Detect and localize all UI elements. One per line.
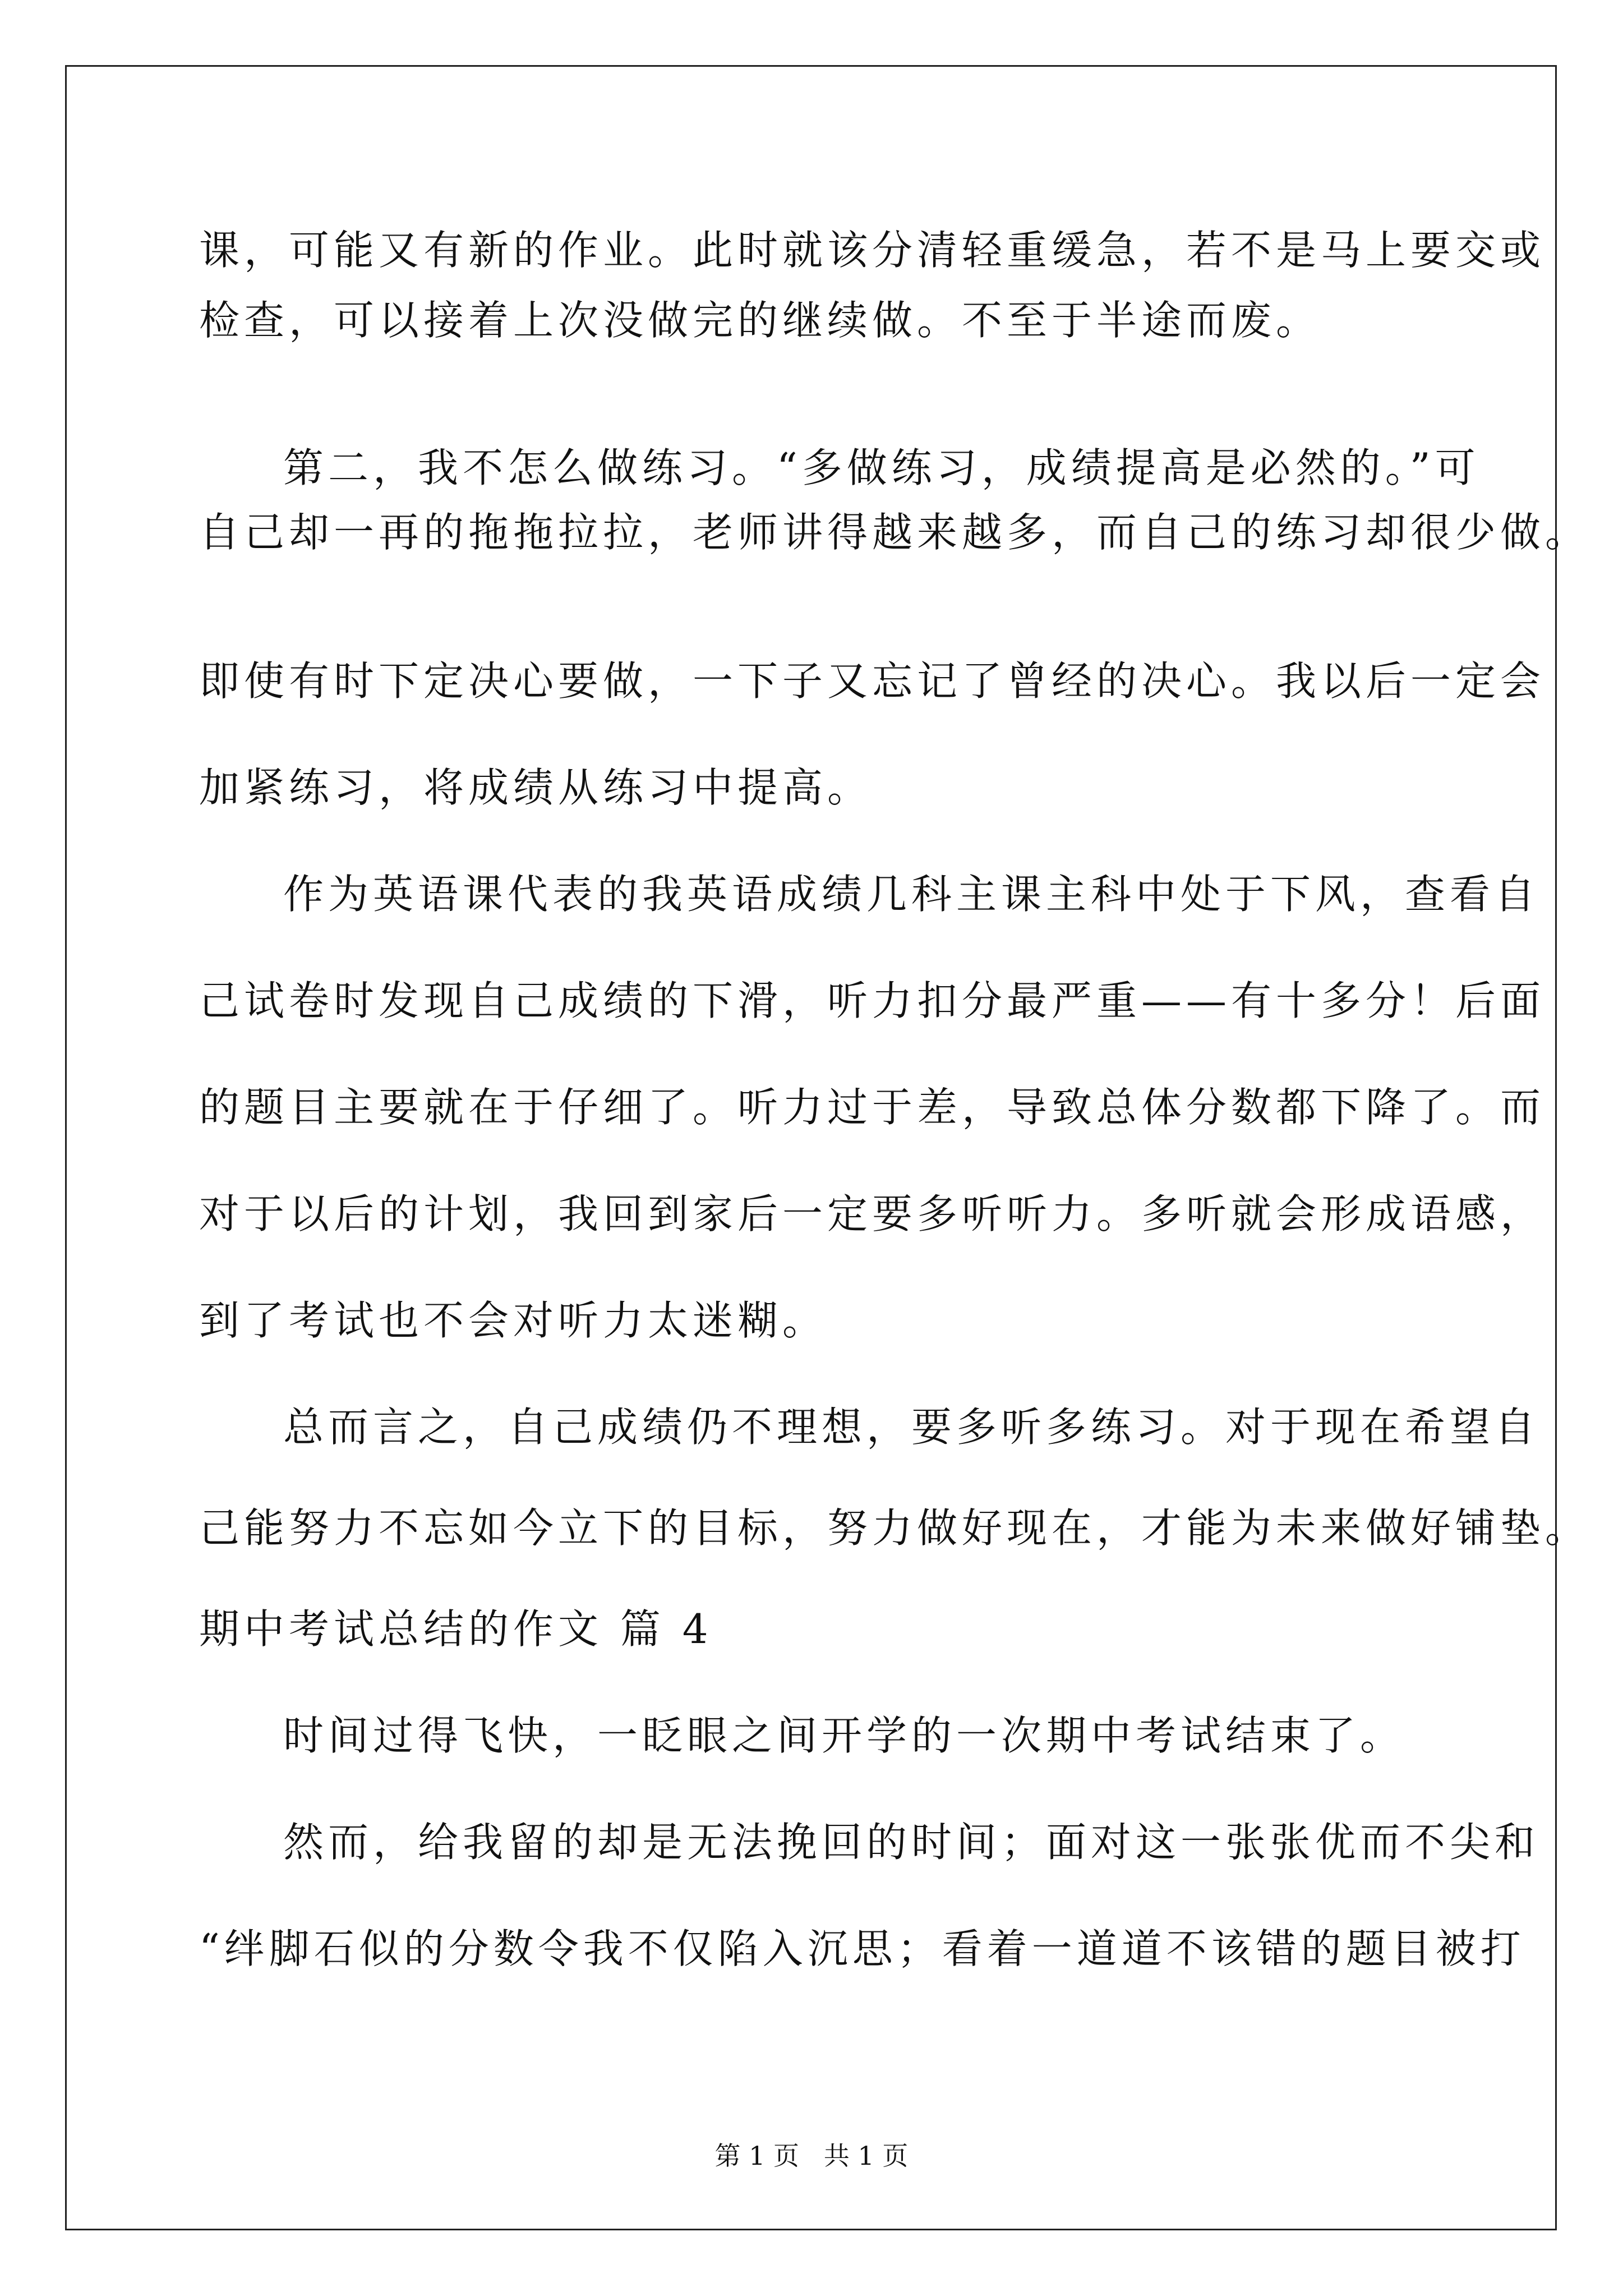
paragraph-line: 课，可能又有新的作业。此时就该分清轻重缓急，若不是马上要交或	[199, 227, 1546, 274]
paragraph-line: 对于以后的计划，我回到家后一定要多听听力。多听就会形成语感，	[199, 1190, 1546, 1237]
paragraph-line: 作为英语课代表的我英语成绩几科主课主科中处于下风，查看自	[283, 871, 1540, 918]
paragraph-line: 检查，可以接着上次没做完的继续做。不至于半途而废。	[199, 297, 1321, 344]
paragraph-line: 加紧练习，将成绩从练习中提高。	[199, 764, 873, 811]
paragraph-line: 然而，给我留的却是无法挽回的时间；面对这一张张优而不尖和	[283, 1819, 1540, 1866]
paragraph-line: 己试卷时发现自己成绩的下滑，听力扣分最严重——有十多分！后面	[199, 977, 1546, 1024]
paragraph-line: 总而言之，自己成绩仍不理想，要多听多练习。对于现在希望自	[283, 1404, 1540, 1451]
paragraph-line: 的题目主要就在于仔细了。听力过于差，导致总体分数都下降了。而	[199, 1084, 1546, 1131]
paragraph-line: 到了考试也不会对听力太迷糊。	[199, 1297, 828, 1344]
paragraph-line: 第二，我不怎么做练习。“多做练习，成绩提高是必然的。”可	[283, 444, 1480, 491]
paragraph-line: “绊脚石似的分数令我不仅陷入沉思；看着一道道不该错的题目被打	[199, 1925, 1525, 1972]
paragraph-line: 时间过得飞快，一眨眼之间开学的一次期中考试结束了。	[283, 1712, 1405, 1759]
page-number-footer: 第 1 页 共 1 页	[714, 2141, 909, 2171]
paragraph-line: 自己却一再的拖拖拉拉，老师讲得越来越多，而自己的练习却很少做。	[199, 509, 1590, 556]
paragraph-line: 即使有时下定决心要做，一下子又忘记了曾经的决心。我以后一定会	[199, 657, 1546, 705]
page-border	[65, 65, 1557, 2230]
paragraph-line: 己能努力不忘如今立下的目标，努力做好现在，才能为未来做好铺垫。	[199, 1504, 1590, 1552]
section-heading: 期中考试总结的作文 篇 4	[199, 1605, 713, 1653]
